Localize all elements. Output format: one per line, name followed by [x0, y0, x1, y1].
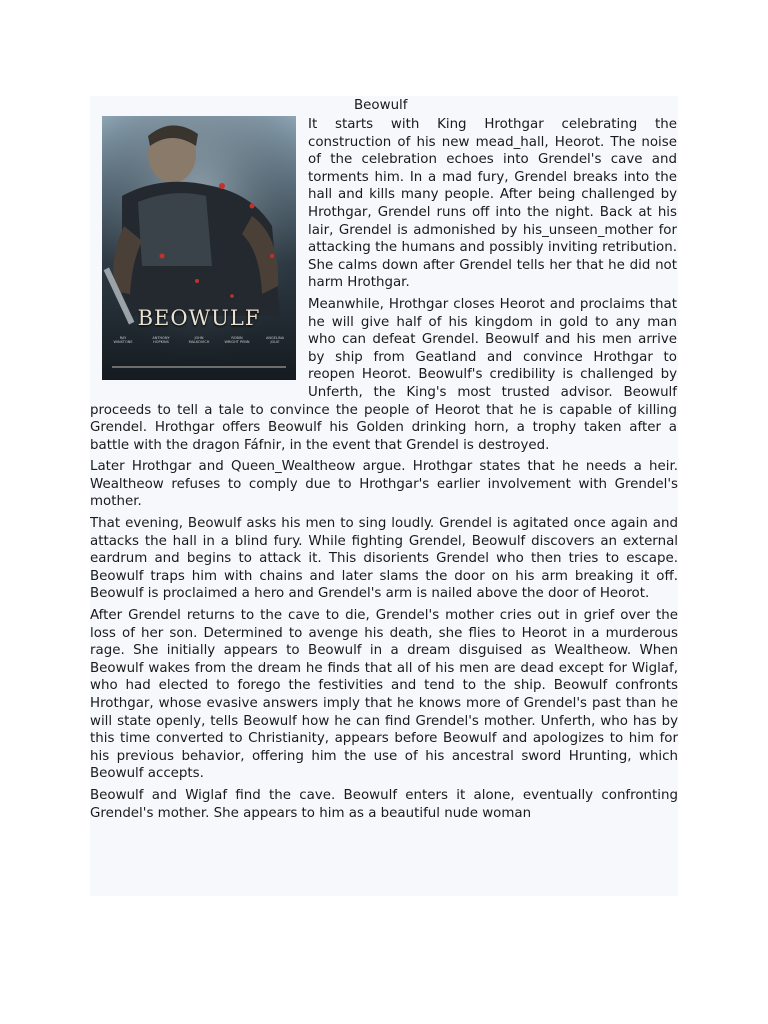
- movie-poster-image: [102, 116, 296, 380]
- poster-fineprint: [112, 366, 286, 368]
- poster-credit: JOHN MALKOVICH: [188, 336, 210, 344]
- document-page: [90, 96, 678, 896]
- paragraph: Meanwhile, Hrothgar closes Heorot and proclaims that he will give half of his kingdom in gold to any man who can defeat Grendel. Beowulf and his men arrive by ship from Geatland and convince Hrothgar to reopen Heorot. Beowulf's credibility is challenged by Unferth, the King's most trusted advisor. Beowulf proceeds to tell a tale to convince the people of Heorot that he is capable of killing Grendel. Hrothgar offers Beowulf his Golden drinking horn, a trophy taken after a battle with the dragon Fáfnir, in the event that Grendel is destroyed.: [90, 296, 677, 453]
- poster-credit: ANTHONY HOPKINS: [152, 336, 170, 344]
- paragraph: That evening, Beowulf asks his men to sing loudly. Grendel is agitated once again and attacks the hall in a blind fury. While fighting Grendel, Beowulf discovers an external eardrum and begins to attack it. This disorients Grendel who then tries to escape. Beowulf traps him with chains and later slams the door on his arm breaking it off. Beowulf is proclaimed a hero and Grendel's arm is nailed above the door of Heorot.: [90, 516, 678, 602]
- poster-title-text: BEOWULF: [137, 306, 261, 330]
- paragraph: After Grendel returns to the cave to die, Grendel's mother cries out in grief over the loss of her son. Determined to avenge his death, she flies to Heorot in a murderous rage. She initially appears to Beowulf in a dream disguised as Wealtheow. When Beowulf wakes from the dream he finds that all of his men are dead except for Wiglaf, who had elected to forego the festivities and tend to the ship. Beowulf confronts Hrothgar, whose evasive answers imply that he knows more of Grendel's past than he will state openly, tells Beowulf how he can find Grendel's mother. Unferth, who has by this time converted to Christianity, appears before Beowulf and apologizes to him for his previous behavior, offering him the use of his ancestral sword Hrunting, which Beowulf accepts.: [90, 608, 678, 782]
- poster-credit: RAY WINSTONE: [113, 336, 133, 344]
- poster-credit: ANGELINA JOLIE: [266, 336, 284, 344]
- document-title: Beowulf: [354, 98, 408, 113]
- paragraph: Later Hrothgar and Queen_Wealtheow argue. Hrothgar states that he needs a heir. Wealtheow refuses to comply due to Hrothgar's earlier involvement with Grendel's mother.: [90, 459, 678, 510]
- paragraph: Beowulf and Wiglaf find the cave. Beowulf enters it alone, eventually confronting Grendel's mother. She appears to him as a beautiful nude woman: [90, 787, 678, 821]
- paragraph: It starts with King Hrothgar celebrating the construction of his new mead_hall, Heorot. The noise of the celebration echoes into Grendel's cave and torments him. In a mad fury, Grendel breaks into the hall and kills many people. After being challenged by Hrothgar, Grendel runs off into the night. Back at his lair, Grendel is admonished by his_unseen_mother for attacking the humans and possibly inviting retribution. She calms down after Grendel tells her that he did not harm Hrothgar.: [308, 117, 677, 291]
- poster-credits: [110, 336, 288, 344]
- poster-credit: ROBIN WRIGHT PENN: [224, 336, 250, 344]
